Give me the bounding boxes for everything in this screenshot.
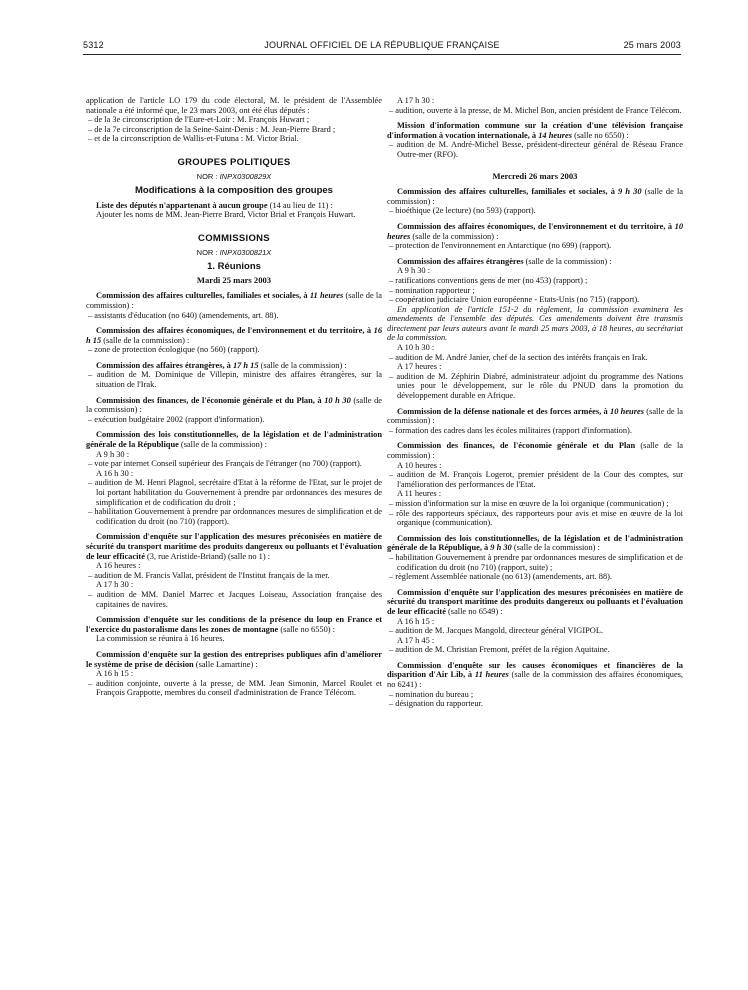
list-item: – exécution budgétaire 2002 (rapport d'information).: [88, 414, 265, 424]
nor-reference: NOR : INPX0300821X: [196, 247, 272, 257]
list-item: – audition conjointe, ouverte à la presse, de MM. Jean Simonin, Marcel Roulet et François Grappotte, membres du conseil d'administration de France Télécom.: [88, 678, 382, 698]
list-item: – audition de M. Jacques Mangold, directeur général VIGIPOL.: [389, 626, 604, 636]
procedure-note: En application de l'article 151-2 du règlement, la commission examinera les amendements de l'ensemble des députés. Ces amendements doivent être transmis directement par leurs auteurs avant le mardi 25 mars 2003, à 18 heures, au secrétariat de la commission.: [387, 304, 683, 343]
day-title-mercredi: Mercredi 26 mars 2003: [492, 170, 578, 181]
list-item: – nomination rapporteur ;: [389, 285, 475, 295]
left-column: [86, 96, 382, 698]
time-slot: A 16 h 15 :: [96, 669, 134, 679]
list-item: – assistants d'éducation (no 640) (amendements, art. 88).: [88, 310, 279, 320]
commission-heading: Commission d'enquête sur la gestion des entreprises publiques afin d'améliorer le système de prise de décision (salle Lamartine) :: [86, 649, 382, 669]
commission-heading: Commission de la défense nationale et des forces armées, à 10 heures (salle de la commission) :: [387, 406, 683, 426]
time-slot: A 16 heures :: [96, 561, 141, 571]
list-item: – zone de protection écologique (no 560) (rapport).: [88, 345, 260, 355]
time-slot: A 17 h 30 :: [397, 96, 435, 105]
list-item: – audition de MM. Daniel Marrec et Jacques Loiseau, Association française des capitaines de navires.: [88, 589, 382, 609]
list-item: – protection de l'environnement en Antarctique (no 699) (rapport).: [389, 241, 612, 251]
page-number: 5312: [83, 40, 104, 50]
commission-heading: Commission des affaires culturelles, familiales et sociales, à 11 heures (salle de la commission) :: [86, 291, 382, 310]
list-item: – de la 7e circonscription de la Seine-Saint-Denis : M. Jean-Pierre Brard ;: [88, 124, 336, 134]
commission-heading: Commission des lois constitutionnelles, de la législation et de l'administration générale de la République (salle de la commission) :: [86, 430, 382, 450]
list-item: – désignation du rapporteur.: [389, 699, 483, 709]
header-rule: [83, 54, 681, 55]
list-item: – de la 3e circonscription de l'Eure-et-Loir : M. François Huwart ;: [88, 115, 310, 125]
time-slot: A 17 heures :: [397, 362, 442, 372]
time-slot: A 9 h 30 :: [96, 449, 130, 459]
time-slot: A 16 h 30 :: [96, 468, 134, 478]
list-item: – rôle des rapporteurs spéciaux, des rapporteurs pour avis et mise en œuvre de la loi organique (communication).: [389, 508, 683, 528]
intro-paragraph: application de l'article LO 179 du code électoral, M. le président de l'Assemblée nationale a été informé que, le 23 mars 2003, ont été élus députés :: [86, 96, 382, 115]
list-item: – et de la circonscription de Wallis-et-Futuna : M. Victor Brial.: [88, 134, 299, 144]
list-item: – habilitation Gouvernement à prendre par ordonnances mesures de simplification et de codification du droit (no 710) (rapport).: [88, 507, 382, 526]
list-item: – audition, ouverte à la presse, de M. Michel Bon, ancien président de France Télécom.: [389, 105, 682, 115]
list-item: – nomination du bureau ;: [389, 689, 474, 699]
time-slot: A 16 h 15 :: [397, 616, 435, 626]
commission-heading: Commission des affaires étrangères, à 17 h 15 (salle de la commission) :: [96, 360, 347, 370]
commission-heading: Mission d'information commune sur la création d'une télévision française d'information à vocation internationale, à 14 heures (salle no 6550) :: [387, 121, 683, 140]
list-item: – audition de M. Francis Vallat, président de l'Institut français de la mer.: [88, 570, 330, 580]
commission-heading: Commission des lois constitutionnelles, de la législation et de l'administration générale de la République, à 9 h 30 (salle de la commission) :: [387, 533, 683, 553]
list-item: – audition de M. Dominique de Villepin, ministre des affaires étrangères, sur la situation de l'Irak.: [88, 370, 382, 390]
time-slot: A 9 h 30 :: [397, 266, 431, 276]
list-item: – bioéthique (2e lecture) (no 593) (rapport).: [389, 206, 536, 216]
time-slot: A 17 h 45 :: [397, 635, 435, 645]
right-column: [387, 96, 683, 709]
list-item: – audition de M. François Logerot, premier président de la Cour des comptes, sur l'amélioration des performances de l'Etat.: [389, 470, 683, 489]
running-header: [83, 40, 681, 54]
commission-heading: Commission des affaires économiques, de l'environnement et du territoire, à 10 heures (salle de la commission) :: [387, 221, 683, 241]
commission-heading: Commission d'enquête sur l'application des mesures préconisées en matière de sécurité du transport maritime des produits dangereux ou polluants et l'évaluation de leur efficacité (3, rue Aristide-Briand) (salle no 1) :: [86, 532, 382, 561]
commission-heading: Commission des finances, de l'économie générale et du Plan, à 10 h 30 (salle de la commission) :: [86, 395, 382, 415]
list-item: – audition de M. André-Michel Besse, président-directeur général de Réseau France Outre-mer (RFO).: [389, 140, 683, 159]
time-slot: A 17 h 30 :: [96, 580, 134, 590]
list-item: – coopération judiciaire Union européenne - Etats-Unis (no 715) (rapport).: [389, 295, 640, 305]
section-title-groupes: GROUPES POLITIQUES: [177, 156, 291, 168]
time-slot: A 10 heures :: [397, 460, 442, 470]
meeting-note: La commission se réunira à 16 heures.: [96, 634, 225, 644]
reunions-title: 1. Réunions: [207, 261, 261, 273]
commission-heading: Commission des affaires culturelles, familiales et sociales, à 9 h 30 (salle de la commission) :: [387, 187, 683, 206]
journal-title: JOURNAL OFFICIEL DE LA RÉPUBLIQUE FRANÇAISE: [264, 40, 500, 50]
day-title-mardi: Mardi 25 mars 2003: [196, 274, 272, 285]
nor-reference: NOR : INPX0300829X: [196, 171, 272, 181]
list-item: – habilitation Gouvernement à prendre par ordonnances mesures de simplification et de codification du droit (no 710) (rapport, suite) ;: [389, 552, 683, 572]
list-item: – audition de M. Zéphirin Diabré, administrateur adjoint du programme des Nations unies pour le développement, sur le rôle du PNUD dans la promotion du développement durable en Afrique.: [389, 371, 683, 401]
list-item: – règlement Assemblée nationale (no 613) (amendements, art. 88).: [389, 572, 613, 582]
commission-heading: Commission d'enquête sur les conditions de la présence du loup en France et l'exercice du pastoralisme dans les zones de montagne (salle no 6550) :: [86, 615, 382, 634]
commission-heading: Commission des finances, de l'économie générale et du Plan (salle de la commission) :: [387, 441, 683, 460]
list-item: – ratifications conventions gens de mer (no 453) (rapport) ;: [389, 275, 588, 285]
time-slot: A 10 h 30 :: [397, 343, 435, 353]
section-title-commissions: COMMISSIONS: [198, 232, 270, 244]
section-subtitle-groupes: Modifications à la composition des groupes: [135, 185, 333, 197]
list-item: – audition de M. Henri Plagnol, secrétaire d'Etat à la réforme de l'Etat, sur le projet de loi portant habilitation du Gouvernement à prendre par ordonnances des mesures de simplification et de codification du droit ;: [88, 478, 382, 507]
commission-heading: Commission des affaires étrangères (salle de la commission) :: [397, 256, 612, 266]
list-item: – audition de M. André Janier, chef de la section des intérêts français en Irak.: [389, 352, 648, 362]
liste-text: Ajouter les noms de MM. Jean-Pierre Brard, Victor Brial et François Huwart.: [96, 210, 356, 220]
liste-heading: Liste des députés n'appartenant à aucun groupe (14 au lieu de 11) :: [96, 200, 333, 210]
list-item: – mission d'information sur la mise en œuvre de la loi organique (communication) ;: [389, 498, 669, 508]
issue-date: 25 mars 2003: [623, 40, 681, 50]
list-item: – formation des cadres dans les écoles militaires (rapport d'information).: [389, 425, 632, 435]
time-slot: A 11 heures :: [397, 489, 442, 499]
commission-heading: Commission d'enquête sur les causes économiques et financières de la disparition d'Air Lib, à 11 heures (salle de la commission des affaires économiques, no 6241) :: [387, 660, 684, 690]
commission-heading: Commission des affaires économiques, de l'environnement et du territoire, à 16 h 15 (salle de la commission) :: [86, 326, 382, 345]
list-item: – audition de M. Christian Fremont, préfet de la région Aquitaine.: [389, 645, 610, 655]
list-item: – vote par internet Conseil supérieur des Français de l'étranger (no 700) (rapport).: [88, 459, 362, 469]
intro-list: [86, 115, 382, 144]
commission-heading: Commission d'enquête sur l'application des mesures préconisées en matière de sécurité du transport maritime des produits dangereux ou polluants et l'évaluation de leur efficacité (salle no 6549) :: [387, 587, 683, 616]
